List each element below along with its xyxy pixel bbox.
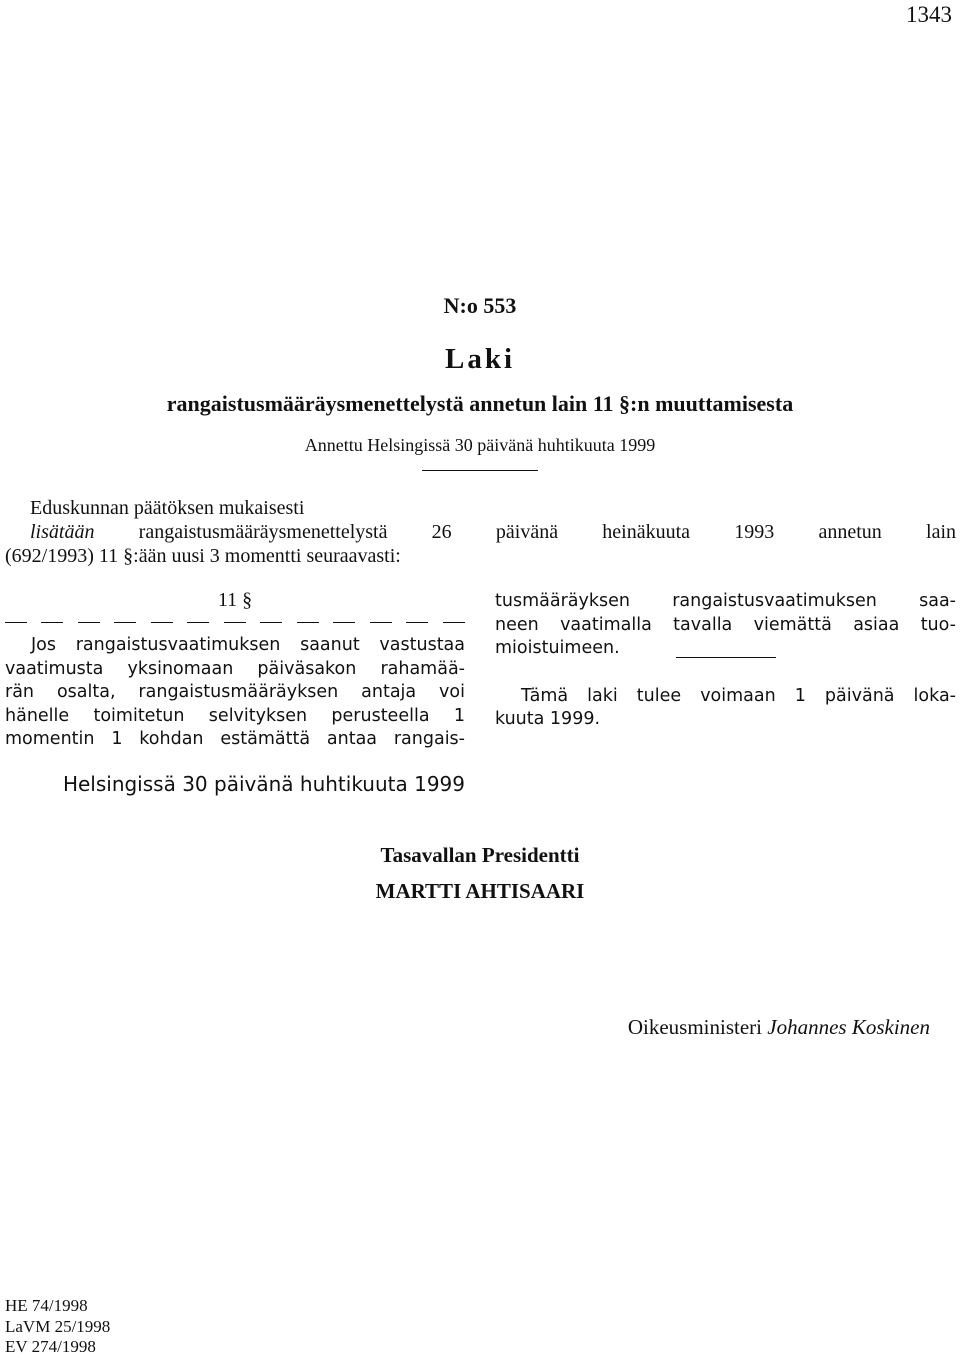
spacer <box>495 661 956 685</box>
law-title: rangaistusmääräysmenettelystä annetun lain 11 §:n muuttamisesta <box>166 391 794 416</box>
legislative-references <box>5 1296 110 1358</box>
omitted-text-dashes <box>5 622 465 624</box>
section-text-right-column <box>495 590 956 732</box>
preamble-italic-word: lisätään <box>30 521 95 543</box>
minister-signature <box>628 1015 930 1040</box>
entry-into-force-line: kuuta 1999. <box>495 709 601 729</box>
text-line: hänelle toimitetun selvityksen perusteella 1 <box>5 705 465 726</box>
reference-item: EV 274/1998 <box>5 1337 96 1356</box>
minister-title: Oikeusministeri <box>627 1015 763 1039</box>
entry-into-force-line: Tämä laki tulee voimaan 1 päivänä loka- <box>521 685 956 706</box>
text-line: rän osalta, rangaistusmääräyksen antaja voi <box>5 682 465 702</box>
page-number: 1343 <box>906 2 952 27</box>
president-name: MARTTI AHTISAARI <box>375 879 585 903</box>
preamble-line-2 <box>30 521 956 544</box>
section-heading: 11 § <box>217 589 253 611</box>
divider-rule <box>422 470 538 471</box>
document-type-heading: Laki <box>444 343 516 375</box>
text-line: vaatimusta yksinomaan päiväsakon rahamää- <box>5 658 465 679</box>
text-line: momentin 1 kohdan estämättä antaa rangais- <box>5 729 465 749</box>
given-date: Annettu Helsingissä 30 päivänä huhtikuuta 1999 <box>304 435 656 455</box>
statute-number: N:o 553 <box>443 293 517 318</box>
minister-name: Johannes Koskinen <box>767 1015 930 1039</box>
preamble-line-1: Eduskunnan päätöksen mukaisesti <box>30 497 305 519</box>
preamble-line-2-text: rangaistusmääräysmenettelystä 26 päivänä heinäkuuta 1993 annetun lain <box>94 521 956 543</box>
section-text-left-column <box>5 634 465 752</box>
text-line: Jos rangaistusvaatimuksen saanut vastustaa <box>31 635 465 655</box>
text-line: neen vaatimalla tavalla viemättä asiaa tuo- <box>495 614 956 635</box>
text-line: mioistuimeen. <box>495 638 620 658</box>
reference-item: HE 74/1998 <box>5 1296 88 1315</box>
reference-item: LaVM 25/1998 <box>5 1316 111 1336</box>
signing-place-date: Helsingissä 30 päivänä huhtikuuta 1999 <box>62 772 465 796</box>
divider-rule <box>676 657 776 658</box>
president-title: Tasavallan Presidentti <box>380 843 580 867</box>
preamble-line-3: (692/1993) 11 §:ään uusi 3 momentti seuraavasti: <box>5 545 401 567</box>
text-line: tusmääräyksen rangaistusvaatimuksen saa- <box>495 591 956 611</box>
